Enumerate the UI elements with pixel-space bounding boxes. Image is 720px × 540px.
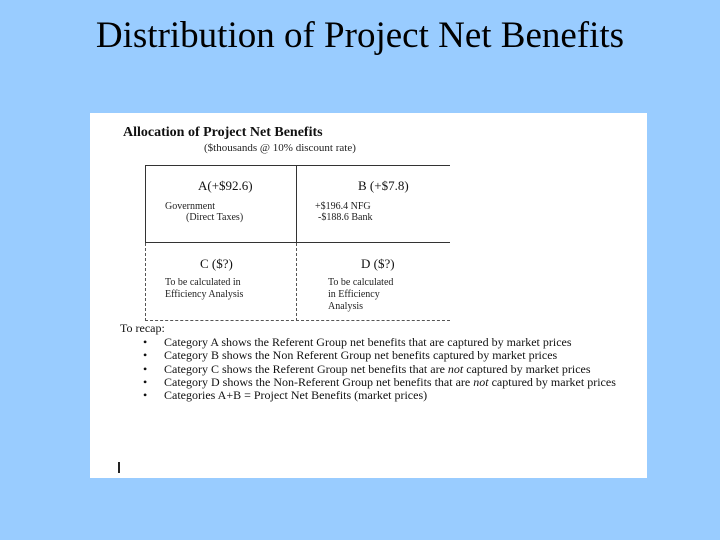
recap-item-text: Categories A+B = Project Net Benefits (market prices) bbox=[164, 388, 428, 403]
cell-a-heading: A(+$92.6) bbox=[198, 178, 253, 193]
recap-list bbox=[140, 336, 640, 401]
cell-b-note-2: -$188.6 Bank bbox=[318, 212, 373, 223]
recap-item-text: Category D shows the Non-Referent Group net benefits that are bbox=[164, 374, 474, 389]
cell-a-note-1: Government bbox=[165, 201, 215, 212]
grid-center-line bbox=[296, 165, 297, 242]
grid-center-line-dashed bbox=[296, 243, 297, 321]
cell-d-note-3: Analysis bbox=[328, 301, 363, 312]
cell-b-heading: B (+$7.8) bbox=[358, 178, 409, 193]
recap-item-emphasis: not bbox=[473, 374, 489, 389]
recap-item-text: Category A shows the Referent Group net benefits that are captured by market prices bbox=[164, 335, 572, 349]
slide-title: Distribution of Project Net Benefits bbox=[95, 15, 625, 56]
grid-middle-line bbox=[145, 242, 450, 243]
cell-d-note-1: To be calculated bbox=[328, 277, 394, 288]
cell-c-note-2: Efficiency Analysis bbox=[165, 289, 244, 300]
cell-c-note-1: To be calculated in bbox=[165, 277, 241, 288]
allocation-subtitle: ($thousands @ 10% discount rate) bbox=[204, 142, 356, 154]
recap-heading: To recap: bbox=[120, 321, 165, 335]
recap-item-c bbox=[140, 363, 640, 375]
recap-item-emphasis: not bbox=[447, 361, 464, 376]
recap-item-d bbox=[140, 376, 640, 388]
grid-left-line bbox=[145, 165, 146, 242]
recap-item-text: Category C shows the Referent Group net benefits that are bbox=[164, 361, 448, 376]
text-cursor-mark bbox=[118, 462, 120, 473]
allocation-title: Allocation of Project Net Benefits bbox=[123, 125, 323, 140]
cell-d-note-2: in Efficiency bbox=[328, 289, 380, 300]
recap-item-text: Category B shows the Non Referent Group net benefits captured by market prices bbox=[164, 348, 558, 363]
grid-left-line-dashed bbox=[145, 243, 146, 321]
cell-c-heading: C ($?) bbox=[200, 256, 233, 271]
bullet-icon: • bbox=[143, 348, 148, 363]
bullet-icon: • bbox=[143, 374, 148, 389]
bullet-icon: • bbox=[143, 388, 148, 403]
cell-d-heading: D ($?) bbox=[361, 256, 395, 271]
recap-item-ab bbox=[140, 389, 640, 401]
bullet-icon: • bbox=[143, 361, 148, 376]
bullet-icon: • bbox=[143, 335, 148, 349]
allocation-panel bbox=[90, 113, 647, 478]
recap-item-text-tail: captured by market prices bbox=[463, 361, 591, 376]
recap-item-a bbox=[140, 336, 640, 348]
recap-item-text-tail: captured by market prices bbox=[488, 374, 616, 389]
recap-item-b bbox=[140, 349, 640, 361]
grid-top-line bbox=[145, 165, 450, 166]
cell-b-note-1: +$196.4 NFG bbox=[315, 201, 371, 212]
cell-a-note-2: (Direct Taxes) bbox=[186, 212, 244, 223]
grid-bottom-line-dashed bbox=[145, 320, 450, 321]
